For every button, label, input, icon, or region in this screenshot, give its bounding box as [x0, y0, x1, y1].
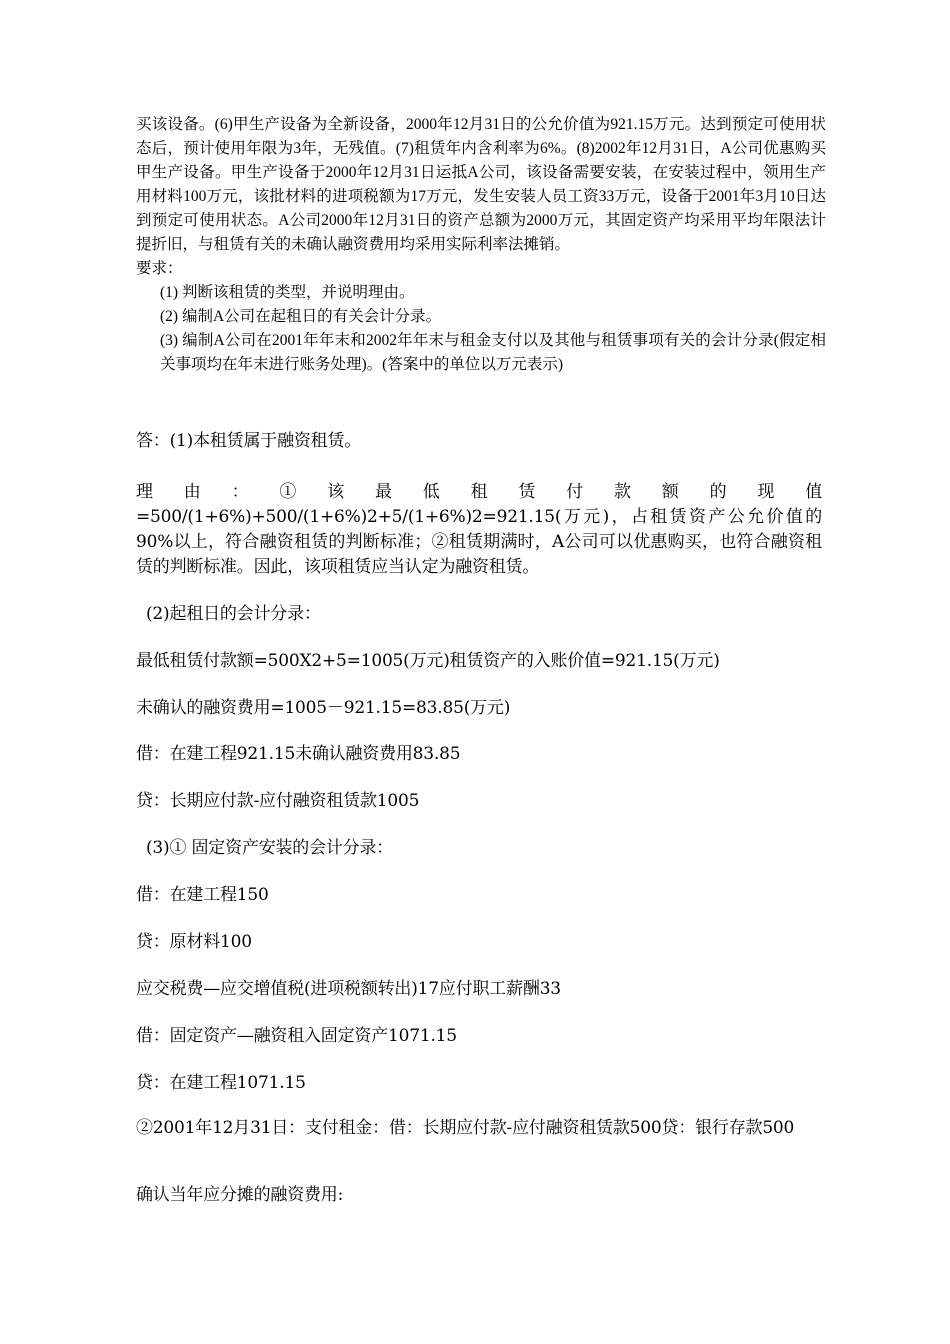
requirement-item-2: (2) 编制A公司在起租日的有关会计分录。	[160, 308, 442, 325]
answer-2-line-2: 未确认的融资费用=1005－921.15=83.85(万元)	[136, 698, 511, 718]
requirement-item-3: (3) 编制A公司在2001年年末和2002年年末与租金支付以及其他与租赁事项有关的会计分录(假定相关事项均在年末进行账务处理)。(答案中的单位以万元表示)	[160, 332, 826, 373]
question-block	[136, 113, 826, 377]
answer-2-title: (2)起租日的会计分录：	[146, 604, 321, 624]
requirements-label: 要求：	[136, 260, 183, 277]
requirement-item-1: (1) 判断该租赁的类型，并说明理由。	[160, 284, 415, 301]
answer-3-line-6: ②2001年12月31日：支付租金：借：长期应付款-应付融资租赁款500贷：银行存款500	[136, 1118, 795, 1138]
answer-2-line-1: 最低租赁付款额=500X2+5=1005(万元)租赁资产的入账价值=921.15(万元)	[136, 651, 720, 671]
answer-3-title: (3)① 固定资产安装的会计分录：	[146, 838, 394, 858]
answer-3-line-4: 借：固定资产—融资租入固定资产1071.15	[136, 1026, 457, 1046]
answer-3-line-7: 确认当年应分摊的融资费用:	[136, 1185, 344, 1205]
answer-3-line-5: 贷：在建工程1071.15	[136, 1073, 306, 1093]
answer-2-line-4: 贷：长期应付款-应付融资租赁款1005	[136, 791, 420, 811]
answer-reason: 理由：①该最低租赁付款额的现值=500/(1+6%)+500/(1+6%)2+5/(1+6%)2=921.15(万元)，占租赁资产公允价值的90%以上，符合融资租赁的判断标准；②租赁期满时，A公司可以优惠购买，也符合融资租赁的判断标准。因此，该项租赁应当认定为融资租赁。	[136, 482, 822, 577]
answer-3-line-3: 应交税费—应交增值税(进项税额转出)17应付职工薪酬33	[136, 979, 561, 999]
question-paragraph: 买该设备。(6)甲生产设备为全新设备，2000年12月31日的公允价值为921.15万元。达到预定可使用状态后，预计使用年限为3年，无残值。(7)租赁年内含利率为6%。(8)2002年12月31日，A公司优惠购买甲生产设备。甲生产设备于2000年12月31日运抵A公司，该设备需要安装，在安装过程中，领用生产用材料100万元，该批材料的进项税额为17万元，发生安装人员工资33万元，设备于2001年3月10日达到预定可使用状态。A公司2000年12月31日的资产总额为2000万元，其固定资产均采用平均年限法计提折旧，与租赁有关的未确认融资费用均采用实际利率法摊销。	[136, 116, 826, 253]
answer-3-line-2: 贷：原材料100	[136, 932, 252, 952]
answer-2-line-3: 借：在建工程921.15未确认融资费用83.85	[136, 744, 461, 764]
answer-1: 答：(1)本租赁属于融资租赁。	[136, 431, 362, 451]
answer-3-line-1: 借：在建工程150	[136, 885, 269, 905]
